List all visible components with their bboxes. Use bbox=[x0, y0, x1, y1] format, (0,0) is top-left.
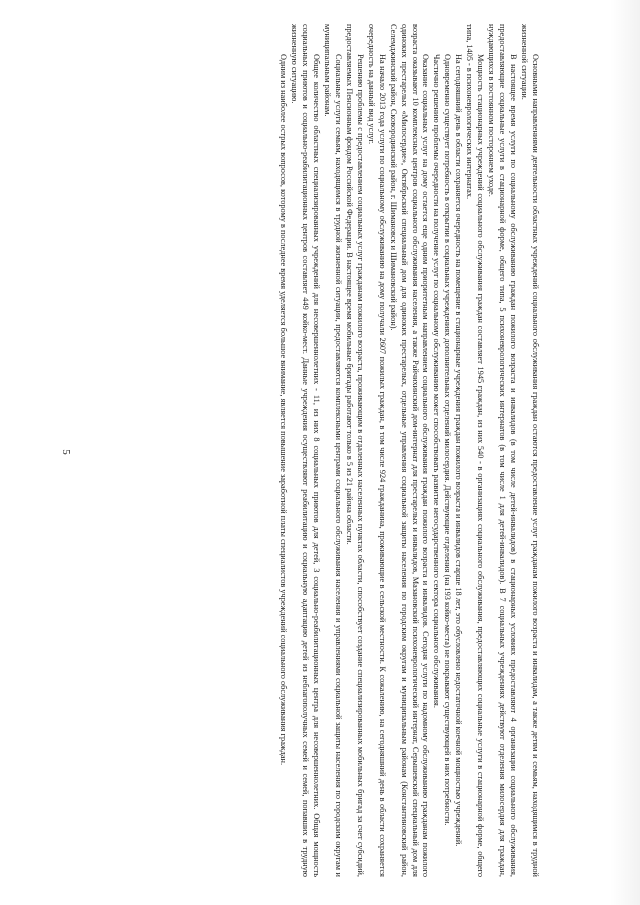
body-text bbox=[60, 24, 540, 877]
paragraph: Одновременно существует потребность в открытии в социальных учреждениях дополнительных отделений милосердия. Действующие отделения (на 193 койко-места) не покрывают существующей в них потребности. bbox=[443, 54, 453, 826]
rotated-text-area bbox=[60, 24, 540, 877]
paragraph: Оказание социальных услуг на дому остается еще одним приоритетным направлением социального обслуживания граждан пожилого возраста и инвалидов. Сегодня услуги по надомному обслуживанию гражданам пожилого возраста оказывают 10 комплексных центров социального обслуживания населения, а также Райчихинский дом-интернат для престарелых и инвалидов, Мазановский психоневрологический интернат, Серышевский специальный дом для одиноких престарелых «Милосердие», Октябрьский специальный дом для одиноких престарелых, отдельные управления социальной защиты населения по городским округам и муниципальным районам (Константиновский район, Селемджинский район, Сковородинский район, г. Шимановск и Шимановский район). bbox=[388, 24, 431, 877]
paragraph: Социальные услуги семьям, находящимся в трудной жизненной ситуации, предоставляются комплексными центрами социального обслуживания населения и управлениями социальной защиты населения по городским округам и муниципальным районам. bbox=[322, 24, 343, 877]
paragraph: Общее количество областных специализированных учреждений для несовершеннолетних - 11, из них 8 социальных приютов для детей, 3 социально-реабилитационных центра для несовершеннолетних. Общая мощность социальных приютов и социально-реабилитационных центров составляет 449 койко-мест. Данные учреждения осуществляют реабилитацию и социальную адаптацию детей из неблагополучных семей и семей, попавших в трудную жизненную ситуацию. bbox=[290, 24, 321, 877]
paragraph: На начало 2013 года услуги по социальному обслуживанию на дому получали 2607 пожилых граждан, в том числе 924 гражданина, проживающие в сельской местности. К сожалению, на сегодняшний день в области сохраняется очередность на данный вид услуг. bbox=[366, 24, 387, 877]
paragraph: Частично решению проблемы очередности на получение услуг по социальному обслуживанию может способствовать развитие негосударственного сектора социального обслуживания. bbox=[432, 54, 442, 708]
paragraph: Основными направлениями деятельности областных учреждений социального обслуживания граждан остаются предоставление услуг гражданам пожилого возраста и инвалидам, а также детям и семьям, находящимся в трудной жизненной ситуации. bbox=[520, 24, 540, 877]
paragraph: Решению проблемы с предоставлением социальных услуг гражданам пожилого возраста, проживающим в отдаленных населенных пунктах области, способствует создание специализированных мобильных бригад за счет субсидий, предоставляемых Пенсионным фондом Российской Федерации. В настоящее время мобильные бригады работают только в 5 из 21 района области. bbox=[344, 24, 365, 877]
paragraph: На сегодняшний день в области сохраняется очередность на помещение в стационарные учреждения граждан пожилого возраста и инвалидов старше 18 лет, это обусловлено недостаточной коечной мощностью учреждений. bbox=[454, 54, 464, 847]
paragraph: Одним из наиболее острых вопросов, которому в последнее время уделяется большое внимание, является повышение заработной платы специалистов учреждений социального обслуживания граждан. bbox=[279, 54, 289, 766]
page-number: 5 bbox=[60, 449, 72, 455]
scan-shadow bbox=[610, 0, 640, 905]
paragraph: Мощность стационарных учреждений социального обслуживания граждан составляет 1945 граждан, из них 540 - в организациях социального обслуживания, предоставляющих социальные услуги в стационарной форме, общего типа, 1405 - в психоневрологических интернатах. bbox=[465, 24, 486, 877]
paragraph: В настоящее время услуги по социальному обслуживанию граждан пожилого возраста и инвалидов (в том числе детей-инвалидов) в стационарных условиях предоставляют 4 организации социального обслуживания, предоставляющие социальные услуги в стационарной форме, общего типа, 5 психоневрологических интернатов (в том числе 1 для детей-инвалидов). В 7 социальных учреждениях действуют отделения милосердия для граждан, нуждающихся в постоянном постороннем уходе. bbox=[487, 24, 519, 877]
